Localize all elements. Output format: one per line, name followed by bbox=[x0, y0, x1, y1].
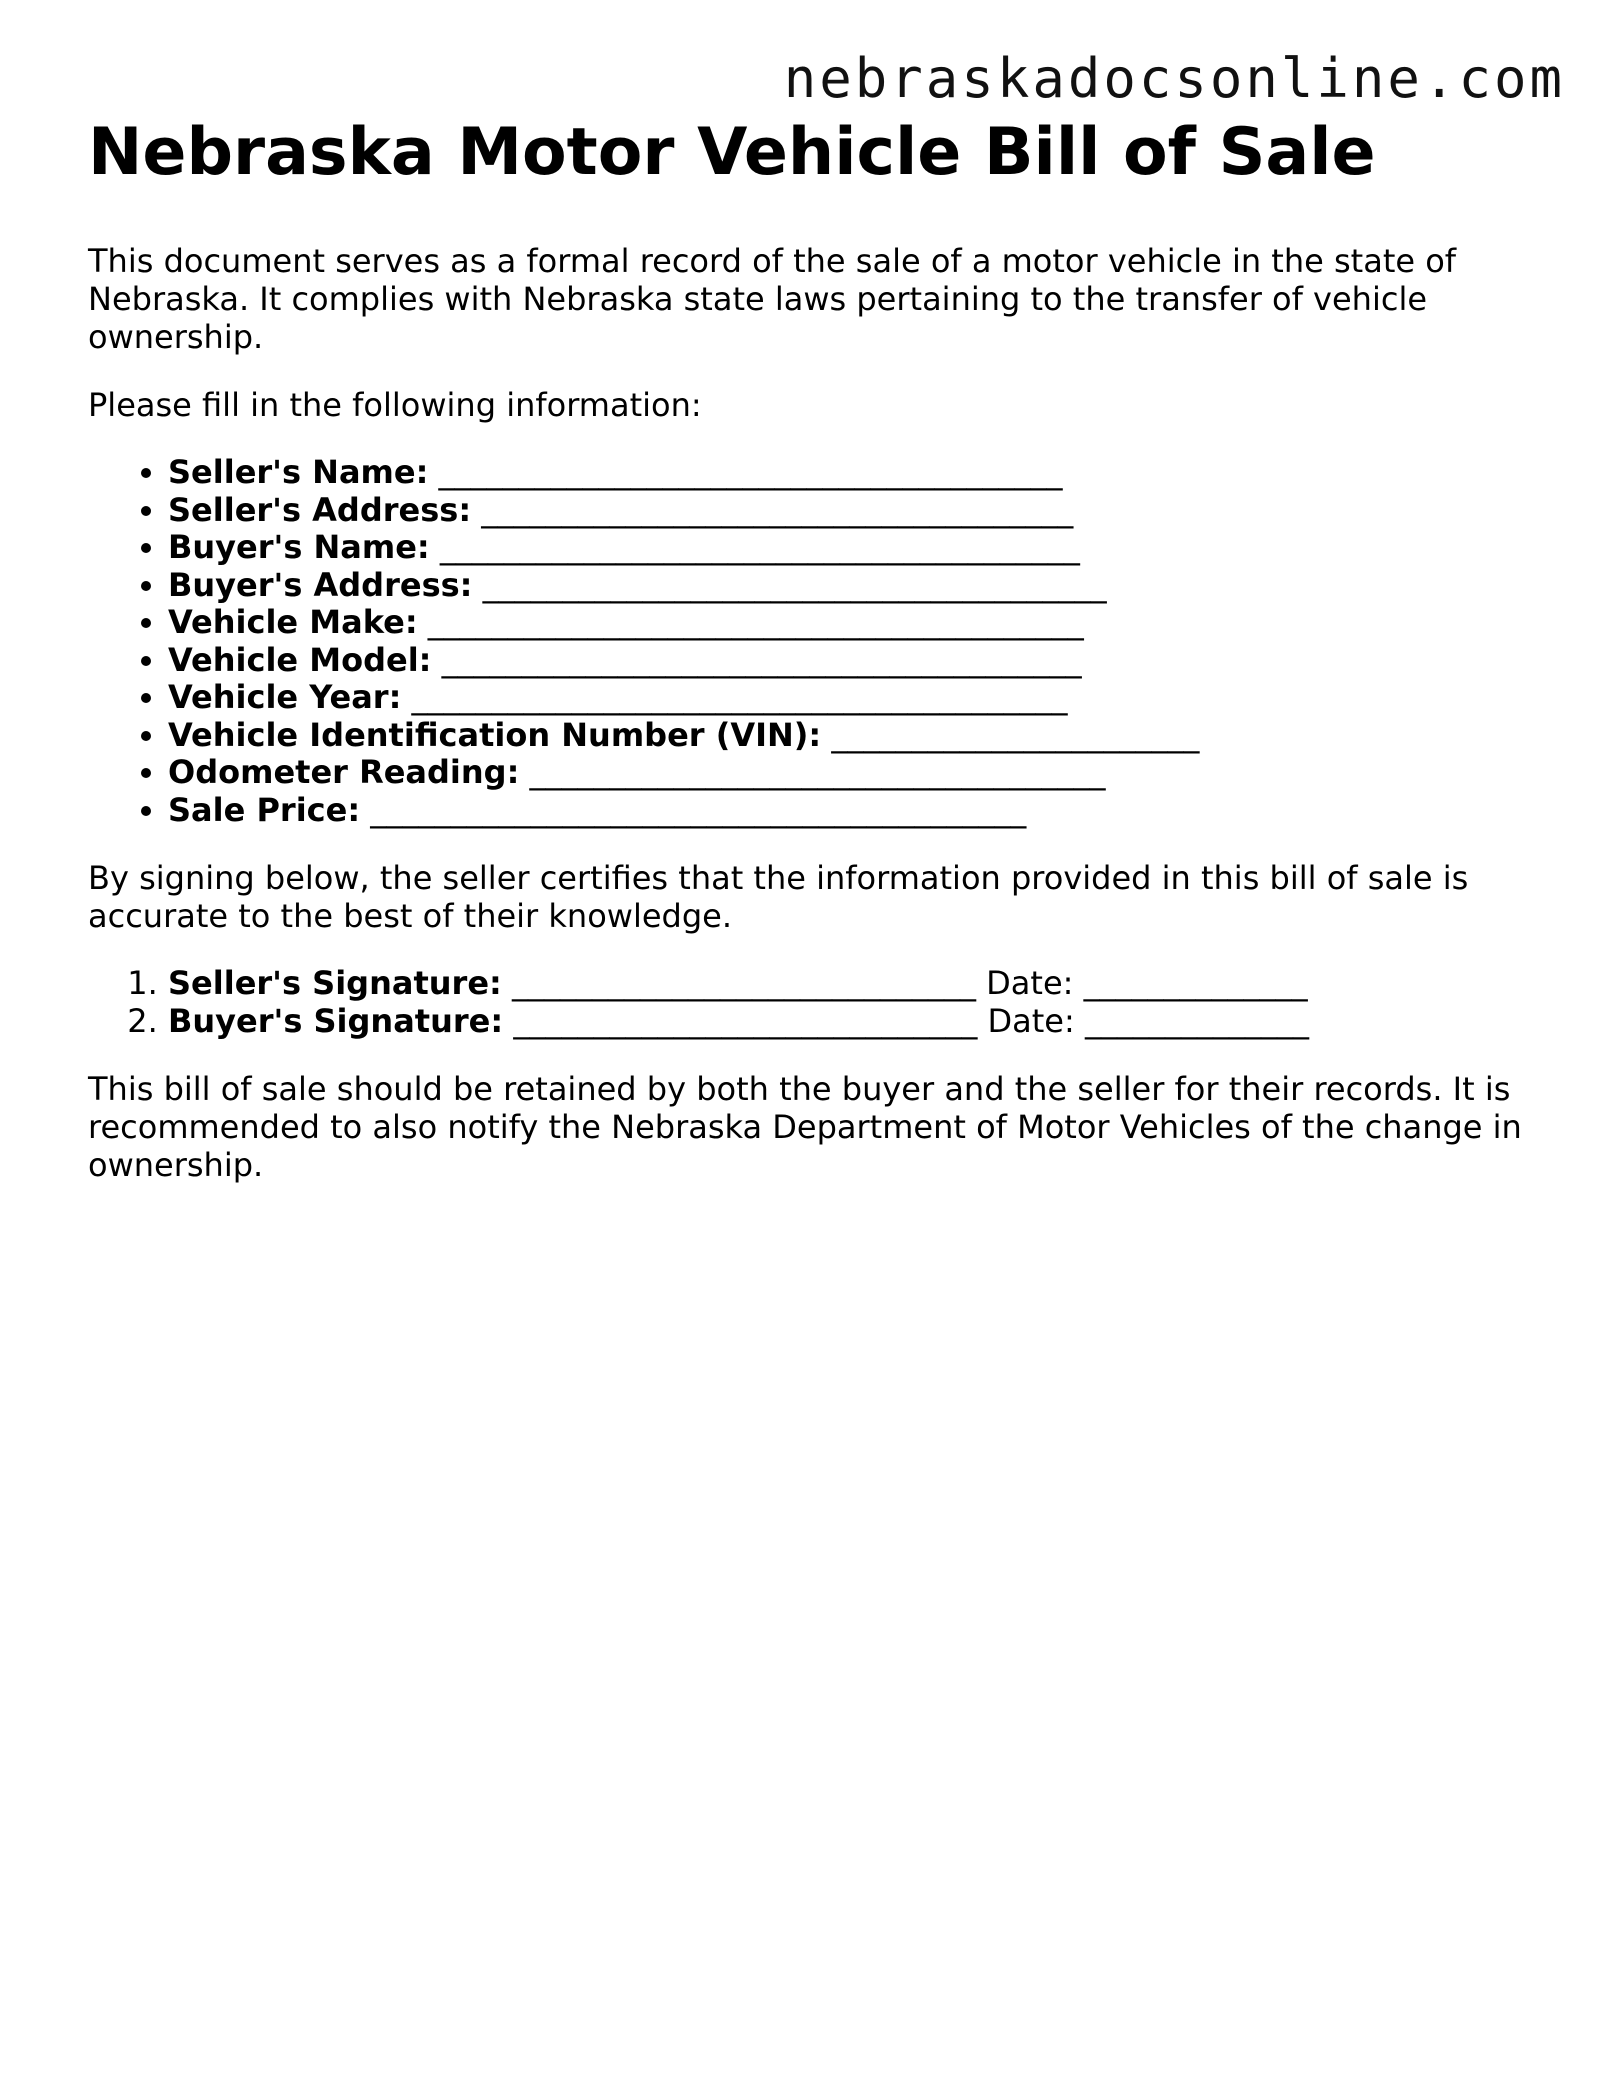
date-blank-line[interactable]: ______________ bbox=[1083, 964, 1308, 1002]
fill-in-prompt: Please fill in the following information: bbox=[88, 386, 702, 424]
field-vehicle-make bbox=[168, 604, 1528, 642]
closing-paragraph: This bill of sale should be retained by both the buyer and the seller for their records. It is recommended to also notify the Nebraska Department of Motor Vehicles of the change in ownership. bbox=[88, 1070, 1522, 1184]
blank-line[interactable]: _______________________________________ bbox=[482, 565, 1107, 604]
blank-line[interactable]: _________________________________________ bbox=[370, 790, 1027, 829]
field-label: Seller's Address: bbox=[168, 490, 472, 529]
field-label: Vehicle Model: bbox=[168, 640, 432, 679]
signature-blank-line[interactable]: _____________________________ bbox=[511, 964, 976, 1002]
document-title: Nebraska Motor Vehicle Bill of Sale bbox=[88, 115, 1376, 190]
signature-label: Seller's Signature: bbox=[168, 964, 502, 1002]
date-label: Date: bbox=[986, 964, 1074, 1002]
field-label: Vehicle Make: bbox=[168, 603, 418, 641]
date-label: Date: bbox=[987, 1001, 1075, 1040]
signature-seller bbox=[168, 965, 1528, 1003]
blank-line[interactable]: _________________________________________ bbox=[411, 678, 1068, 716]
field-sellers-name bbox=[168, 454, 1528, 492]
signature-label: Buyer's Signature: bbox=[168, 1001, 504, 1040]
field-buyers-name bbox=[168, 529, 1528, 567]
blank-line[interactable]: _______________________________________ bbox=[438, 453, 1063, 491]
field-vehicle-year bbox=[168, 679, 1528, 717]
blank-line[interactable]: ________________________________________ bbox=[439, 528, 1080, 566]
blank-line[interactable]: ________________________________________ bbox=[441, 640, 1082, 679]
field-label: Sale Price: bbox=[168, 790, 361, 829]
blank-line[interactable]: ____________________________________ bbox=[529, 753, 1106, 791]
certification-paragraph: By signing below, the seller certifies that the information provided in this bill of sale is accurate to the best of their knowledge. bbox=[88, 859, 1469, 935]
field-label: Seller's Name: bbox=[168, 453, 429, 491]
blank-line[interactable]: _____________________________________ bbox=[481, 490, 1074, 529]
info-field-list bbox=[88, 454, 1528, 829]
signature-buyer bbox=[168, 1003, 1528, 1041]
blank-line[interactable]: _______________________ bbox=[831, 715, 1200, 754]
field-label: Buyer's Name: bbox=[168, 528, 430, 566]
field-label: Odometer Reading: bbox=[168, 753, 520, 791]
document-body bbox=[88, 114, 1528, 1184]
field-label: Buyer's Address: bbox=[168, 565, 473, 604]
intro-paragraph: This document serves as a formal record of the sale of a motor vehicle in the state of Nebraska. It complies with Nebraska state laws pertaining to the transfer of vehicle ownership. bbox=[88, 242, 1457, 356]
field-label: Vehicle Year: bbox=[168, 678, 402, 716]
field-vin bbox=[168, 717, 1528, 755]
signature-blank-line[interactable]: _____________________________ bbox=[513, 1001, 978, 1040]
field-sale-price bbox=[168, 792, 1528, 830]
field-vehicle-model bbox=[168, 642, 1528, 680]
field-odometer-reading bbox=[168, 754, 1528, 792]
date-blank-line[interactable]: ______________ bbox=[1084, 1001, 1309, 1040]
field-buyers-address bbox=[168, 567, 1528, 605]
field-label: Vehicle Identification Number (VIN): bbox=[168, 715, 822, 754]
field-sellers-address bbox=[168, 492, 1528, 530]
blank-line[interactable]: _________________________________________ bbox=[427, 603, 1084, 641]
signature-list bbox=[88, 965, 1528, 1040]
watermark-site-url: nebraskadocsonline.com bbox=[783, 47, 1565, 110]
